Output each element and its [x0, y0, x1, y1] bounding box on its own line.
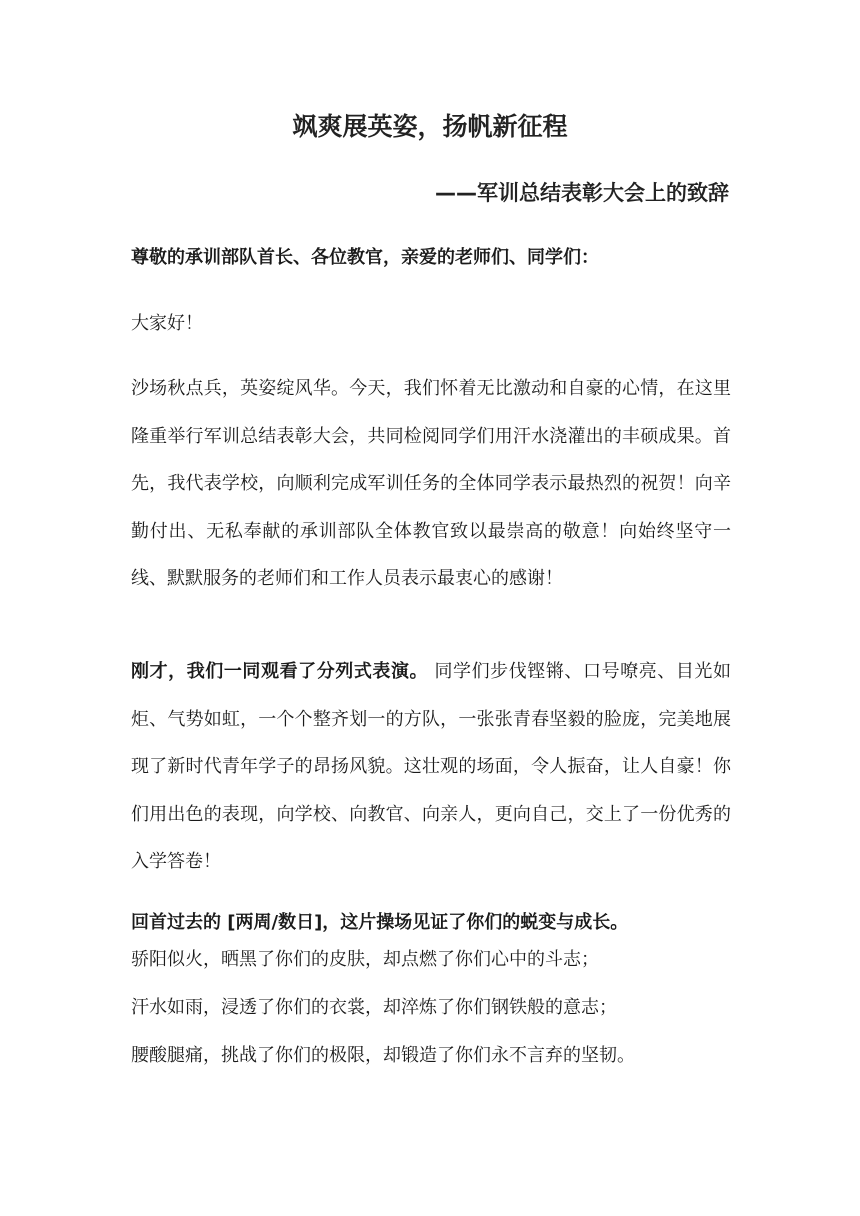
paragraph-opening: 沙场秋点兵，英姿绽风华。今天，我们怀着无比激动和自豪的心情，在这里隆重举行军训总结表彰大会，共同检阅同学们用汗水浇灌出的丰硕成果。首先，我代表学校，向顺利完成军训任务的全体同学表示最热烈的祝贺！向辛勤付出、无私奉献的承训部队全体教官致以最崇高的敬意！向始终坚守一线、默默服务的老师们和工作人员表示最衷心的感谢！ — [131, 378, 731, 589]
paragraph-parade-lead: 刚才，我们一同观看了分列式表演。 — [131, 661, 429, 682]
paragraph-parade-body: 同学们步伐铿锵、口号嘹亮、目光如炬、气势如虹，一个个整齐划一的方队，一张张青春坚毅的脸庞，完美地展现了新时代青年学子的昂扬风貌。这壮观的场面，令人振奋，让人自豪！你们用出色的表现，向学校、向教官、向亲人，更向自己，交上了一份优秀的入学答卷！ — [131, 661, 731, 872]
review-line: 骄阳似火，晒黑了你们的皮肤，却点燃了你们心中的斗志； — [131, 949, 599, 970]
paragraph-parade — [131, 648, 731, 886]
review-line: 汗水如雨，浸透了你们的衣裳，却淬炼了你们钢铁般的意志； — [131, 997, 617, 1018]
review-heading: 回首过去的 [两周/数日]，这片操场见证了你们的蜕变与成长。 — [131, 912, 629, 933]
greeting: 大家好！ — [131, 313, 203, 334]
review-section — [131, 905, 731, 1089]
page-subtitle: ——军训总结表彰大会上的致辞 — [435, 181, 729, 205]
page-title: 飒爽展英姿，扬帆新征程 — [292, 112, 568, 141]
salutation: 尊敬的承训部队首长、各位教官，亲爱的老师们、同学们： — [131, 247, 599, 268]
review-line: 腰酸腿痛，挑战了你们的极限，却锻造了你们永不言弃的坚韧。 — [131, 1045, 635, 1066]
